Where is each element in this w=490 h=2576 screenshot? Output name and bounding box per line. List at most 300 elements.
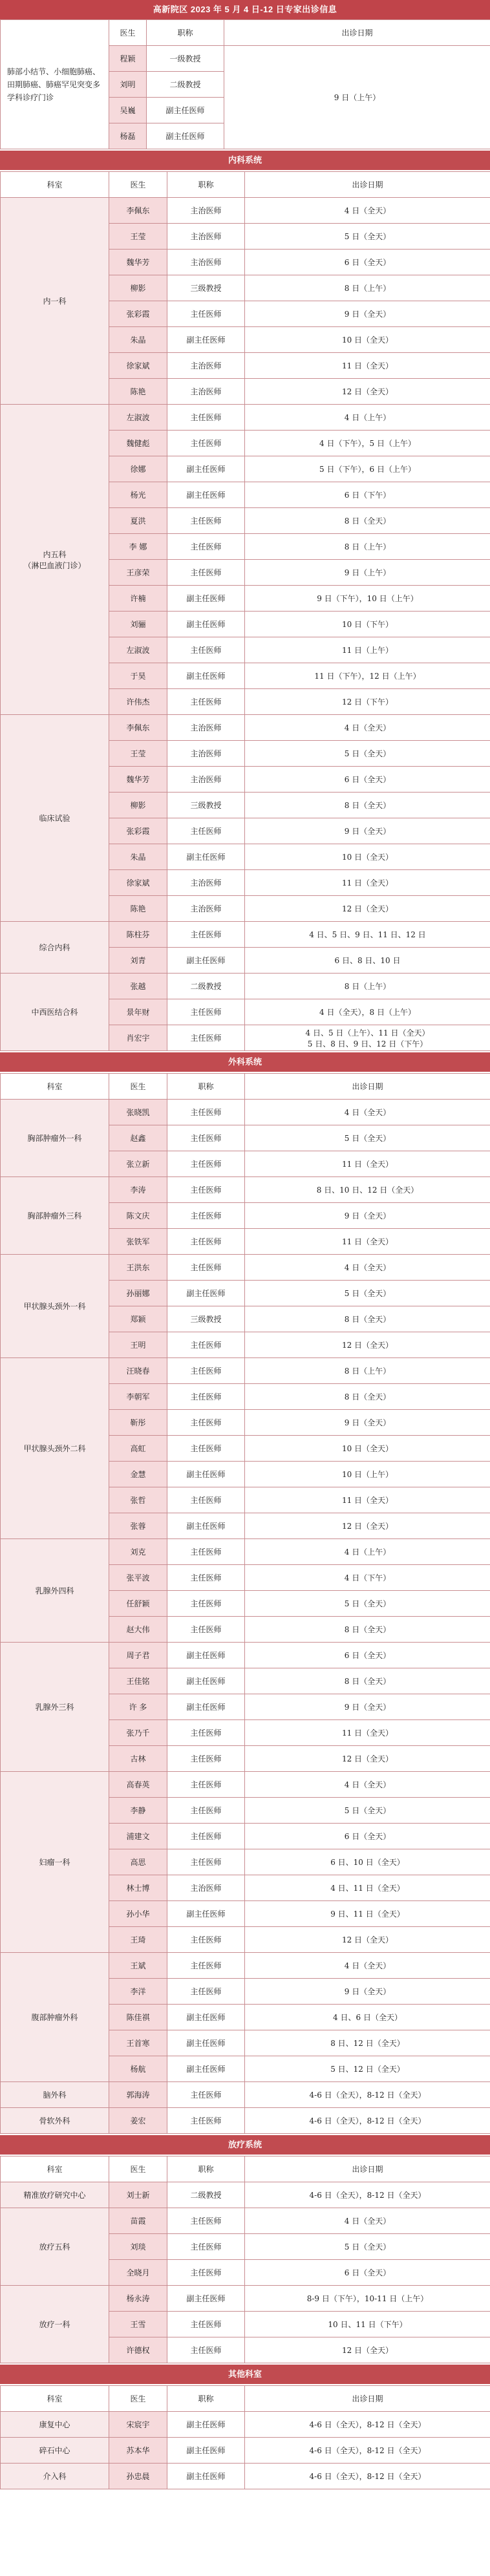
doctor-cell: 张蓉 bbox=[109, 1513, 167, 1539]
table-row bbox=[1, 405, 490, 431]
date-cell: 4-6 日（全天），8-12 日（全天） bbox=[245, 2108, 490, 2134]
table-row bbox=[1, 1100, 490, 1125]
doctor-cell: 许 多 bbox=[109, 1694, 167, 1720]
rank-cell: 主任医师 bbox=[167, 1849, 245, 1875]
table-row bbox=[1, 1953, 490, 1979]
date-cell: 8 日（上午） bbox=[245, 1358, 490, 1384]
rank-cell: 主任医师 bbox=[167, 2337, 245, 2363]
header-date: 出诊日期 bbox=[245, 1074, 490, 1100]
rank-cell: 主治医师 bbox=[167, 379, 245, 405]
header-row bbox=[1, 1074, 490, 1100]
rank-cell: 主任医师 bbox=[167, 431, 245, 456]
rank-cell: 主任医师 bbox=[167, 2108, 245, 2134]
date-cell: 4 日（下午），5 日（上午） bbox=[245, 431, 490, 456]
header-date: 出诊日期 bbox=[245, 2386, 490, 2412]
date-cell: 4 日（全天） bbox=[245, 1100, 490, 1125]
doctor-cell: 杨磊 bbox=[109, 123, 147, 149]
rank-cell: 副主任医师 bbox=[167, 2438, 245, 2464]
rank-cell: 主任医师 bbox=[167, 922, 245, 948]
doctor-cell: 王佳铭 bbox=[109, 1668, 167, 1694]
rank-cell: 主任医师 bbox=[167, 1565, 245, 1591]
date-cell: 6 日、8 日、10 日 bbox=[245, 948, 490, 974]
rank-cell: 副主任医师 bbox=[167, 2412, 245, 2438]
rank-cell: 主任医师 bbox=[167, 2208, 245, 2234]
rank-cell: 三级教授 bbox=[167, 793, 245, 818]
doctor-cell: 徐娜 bbox=[109, 456, 167, 482]
doctor-cell: 张铁军 bbox=[109, 1229, 167, 1255]
doctor-cell: 于昊 bbox=[109, 663, 167, 689]
table-row bbox=[1, 2208, 490, 2234]
doctor-cell: 朱晶 bbox=[109, 327, 167, 353]
doctor-cell: 苗霞 bbox=[109, 2208, 167, 2234]
table-row bbox=[1, 1772, 490, 1798]
doctor-cell: 刘士新 bbox=[109, 2182, 167, 2208]
doctor-cell: 徐家斌 bbox=[109, 353, 167, 379]
header-dept: 科室 bbox=[1, 172, 109, 198]
rank-cell: 主任医师 bbox=[167, 637, 245, 663]
date-cell: 10 日（全天） bbox=[245, 327, 490, 353]
dept-cell: 康复中心 bbox=[1, 2412, 109, 2438]
section-header: 外科系统 bbox=[0, 1052, 490, 1072]
doctor-cell: 李朝军 bbox=[109, 1384, 167, 1410]
rank-cell: 主任医师 bbox=[167, 1025, 245, 1051]
dept-cell: 脑外科 bbox=[1, 2082, 109, 2108]
doctor-cell: 赵鑫 bbox=[109, 1125, 167, 1151]
table-row bbox=[1, 198, 490, 224]
rank-cell: 主任医师 bbox=[167, 1927, 245, 1953]
date-cell: 5 日（全天） bbox=[245, 2234, 490, 2260]
rank-cell: 主治医师 bbox=[167, 741, 245, 767]
date-cell: 12 日（全天） bbox=[245, 896, 490, 922]
header-rank: 职称 bbox=[167, 1074, 245, 1100]
header-row bbox=[1, 172, 490, 198]
date-cell: 10 日（全天） bbox=[245, 844, 490, 870]
date-cell: 11 日（全天） bbox=[245, 1720, 490, 1746]
doctor-cell: 刘青 bbox=[109, 948, 167, 974]
doctor-cell: 张平波 bbox=[109, 1565, 167, 1591]
date-cell: 8 日（全天） bbox=[245, 793, 490, 818]
section-header: 放疗系统 bbox=[0, 2135, 490, 2155]
rank-cell: 主任医师 bbox=[167, 560, 245, 586]
date-cell: 11 日（全天） bbox=[245, 353, 490, 379]
date-cell: 4-6 日（全天），8-12 日（全天） bbox=[245, 2438, 490, 2464]
doctor-cell: 高思 bbox=[109, 1849, 167, 1875]
doctor-cell: 汪晓春 bbox=[109, 1358, 167, 1384]
doctor-cell: 高虹 bbox=[109, 1436, 167, 1462]
rank-cell: 主任医师 bbox=[167, 301, 245, 327]
rank-cell: 主任医师 bbox=[167, 999, 245, 1025]
date-cell: 9 日（全天） bbox=[245, 1203, 490, 1229]
doctor-cell: 苏本华 bbox=[109, 2438, 167, 2464]
rank-cell: 副主任医师 bbox=[167, 2464, 245, 2489]
date-cell: 6 日（全天） bbox=[245, 1824, 490, 1849]
date-cell: 6 日、10 日（全天） bbox=[245, 1849, 490, 1875]
doctor-cell: 浦建文 bbox=[109, 1824, 167, 1849]
date-cell: 6 日（全天） bbox=[245, 2260, 490, 2286]
table-row bbox=[1, 2082, 490, 2108]
doctor-cell: 金慧 bbox=[109, 1462, 167, 1487]
rank-cell: 副主任医师 bbox=[167, 1643, 245, 1668]
header-doctor: 医生 bbox=[109, 2386, 167, 2412]
date-cell: 4-6 日（全天），8-12 日（全天） bbox=[245, 2464, 490, 2489]
header-row bbox=[1, 2386, 490, 2412]
header-rank: 职称 bbox=[167, 172, 245, 198]
date-cell: 5 日（全天） bbox=[245, 1125, 490, 1151]
rank-cell: 副主任医师 bbox=[167, 663, 245, 689]
date-cell: 10 日（下午） bbox=[245, 612, 490, 637]
date-cell: 8 日、10 日、12 日（全天） bbox=[245, 1177, 490, 1203]
dept-cell: 精准放疗研究中心 bbox=[1, 2182, 109, 2208]
rank-cell: 主任医师 bbox=[167, 2260, 245, 2286]
doctor-cell: 王莹 bbox=[109, 224, 167, 250]
doctor-cell: 许德权 bbox=[109, 2337, 167, 2363]
section-header: 其他科室 bbox=[0, 2365, 490, 2384]
doctor-cell: 高春英 bbox=[109, 1772, 167, 1798]
rank-cell: 主任医师 bbox=[167, 1229, 245, 1255]
table-row bbox=[1, 2464, 490, 2489]
date-cell: 5 日（全天） bbox=[245, 224, 490, 250]
doctor-cell: 王莹 bbox=[109, 741, 167, 767]
rank-cell: 主任医师 bbox=[167, 1979, 245, 2005]
rank-cell: 副主任医师 bbox=[167, 1901, 245, 1927]
rank-cell: 主任医师 bbox=[167, 508, 245, 534]
doctor-cell: 王彦荣 bbox=[109, 560, 167, 586]
doctor-cell: 左淑波 bbox=[109, 637, 167, 663]
rank-cell: 主治医师 bbox=[167, 1875, 245, 1901]
table-row bbox=[1, 2438, 490, 2464]
table-row bbox=[1, 1255, 490, 1281]
rank-cell: 副主任医师 bbox=[167, 612, 245, 637]
date-cell: 4 日（上午） bbox=[245, 1539, 490, 1565]
doctor-cell: 李静 bbox=[109, 1798, 167, 1824]
top-description: 肺部小结节、小细胞肺癌、田期肺癌、肺癌罕见突变多学科诊疗门诊 bbox=[1, 20, 109, 149]
rank-cell: 主治医师 bbox=[167, 224, 245, 250]
header-rank: 职称 bbox=[167, 2156, 245, 2182]
date-cell: 4-6 日（全天），8-12 日（全天） bbox=[245, 2412, 490, 2438]
date-cell: 11 日（全天） bbox=[245, 1487, 490, 1513]
doctor-cell: 魏华芳 bbox=[109, 767, 167, 793]
schedule-table bbox=[0, 1073, 490, 2134]
doctor-cell: 魏华芳 bbox=[109, 250, 167, 275]
doctor-cell: 郑颖 bbox=[109, 1306, 167, 1332]
rank-cell: 主治医师 bbox=[167, 353, 245, 379]
dept-cell: 腹部肿瘤外科 bbox=[1, 1953, 109, 2082]
date-cell: 8-9 日（下午），10-11 日（上午） bbox=[245, 2286, 490, 2312]
doctor-cell: 李佩东 bbox=[109, 715, 167, 741]
date-cell: 12 日（全天） bbox=[245, 1513, 490, 1539]
date-cell: 8 日（全天） bbox=[245, 1306, 490, 1332]
doctor-cell: 王洪东 bbox=[109, 1255, 167, 1281]
header-doctor: 医生 bbox=[109, 2156, 167, 2182]
table-row bbox=[1, 2286, 490, 2312]
dept-cell: 介入科 bbox=[1, 2464, 109, 2489]
date-cell: 9 日（全天） bbox=[245, 1694, 490, 1720]
header-doctor: 医生 bbox=[109, 20, 147, 46]
date-cell: 5 日（全天） bbox=[245, 1591, 490, 1617]
doctor-cell: 张越 bbox=[109, 974, 167, 999]
dept-cell: 甲状腺头颈外二科 bbox=[1, 1358, 109, 1539]
dept-cell: 内五科 （淋巴血液门诊） bbox=[1, 405, 109, 715]
rank-cell: 主任医师 bbox=[167, 1824, 245, 1849]
rank-cell: 副主任医师 bbox=[167, 1694, 245, 1720]
doctor-cell: 靳彤 bbox=[109, 1410, 167, 1436]
doctor-cell: 刘克 bbox=[109, 1539, 167, 1565]
date-cell: 11 日（上午） bbox=[245, 637, 490, 663]
doctor-cell: 夏洪 bbox=[109, 508, 167, 534]
table-row bbox=[1, 1539, 490, 1565]
doctor-cell: 郭海涛 bbox=[109, 2082, 167, 2108]
dept-cell: 中西医结合科 bbox=[1, 974, 109, 1051]
rank-cell: 主任医师 bbox=[167, 1151, 245, 1177]
date-cell: 4-6 日（全天），8-12 日（全天） bbox=[245, 2182, 490, 2208]
date-cell: 11 日（全天） bbox=[245, 1151, 490, 1177]
date-cell: 8 日、12 日（全天） bbox=[245, 2030, 490, 2056]
doctor-cell: 李洋 bbox=[109, 1979, 167, 2005]
rank-cell: 主治医师 bbox=[167, 896, 245, 922]
rank-cell: 主任医师 bbox=[167, 1772, 245, 1798]
rank-cell: 主任医师 bbox=[167, 1617, 245, 1643]
rank-cell: 副主任医师 bbox=[167, 586, 245, 612]
top-table bbox=[0, 19, 490, 149]
date-cell: 5 日（全天） bbox=[245, 1281, 490, 1306]
date-cell: 4 日（上午） bbox=[245, 405, 490, 431]
rank-cell: 一级教授 bbox=[147, 46, 224, 72]
doctor-cell: 张立新 bbox=[109, 1151, 167, 1177]
dept-cell: 碎石中心 bbox=[1, 2438, 109, 2464]
doctor-cell: 张彩霞 bbox=[109, 818, 167, 844]
date-cell: 4 日、11 日（全天） bbox=[245, 1875, 490, 1901]
rank-cell: 副主任医师 bbox=[167, 2030, 245, 2056]
date-cell: 4 日、5 日、9 日、11 日、12 日 bbox=[245, 922, 490, 948]
dept-cell: 内一科 bbox=[1, 198, 109, 405]
table-row bbox=[1, 1358, 490, 1384]
rank-cell: 主任医师 bbox=[167, 1203, 245, 1229]
doctor-cell: 赵大伟 bbox=[109, 1617, 167, 1643]
rank-cell: 副主任医师 bbox=[167, 1281, 245, 1306]
rank-cell: 副主任医师 bbox=[167, 482, 245, 508]
doctor-cell: 杨永涛 bbox=[109, 2286, 167, 2312]
date-cell: 4 日（下午） bbox=[245, 1565, 490, 1591]
doctor-cell: 张晓凯 bbox=[109, 1100, 167, 1125]
date-cell: 8 日（上午） bbox=[245, 275, 490, 301]
date-cell: 9 日（全天） bbox=[245, 1410, 490, 1436]
header-date: 出诊日期 bbox=[245, 172, 490, 198]
date-cell: 8 日（全天） bbox=[245, 1617, 490, 1643]
header-dept: 科室 bbox=[1, 2156, 109, 2182]
doctor-cell: 左淑波 bbox=[109, 405, 167, 431]
date-cell: 9 日（全天） bbox=[245, 818, 490, 844]
doctor-cell: 宋宸宇 bbox=[109, 2412, 167, 2438]
table-row bbox=[1, 974, 490, 999]
doctor-cell: 王雪 bbox=[109, 2312, 167, 2337]
header-row bbox=[1, 2156, 490, 2182]
date-cell: 8 日（上午） bbox=[245, 534, 490, 560]
table-row bbox=[1, 1643, 490, 1668]
date-cell: 12 日（全天） bbox=[245, 379, 490, 405]
header-date: 出诊日期 bbox=[224, 20, 490, 46]
date-cell: 5 日（全天） bbox=[245, 1798, 490, 1824]
date-cell: 9 日（下午），10 日（上午） bbox=[245, 586, 490, 612]
date-cell: 8 日（全天） bbox=[245, 1668, 490, 1694]
dept-cell: 临床试验 bbox=[1, 715, 109, 922]
rank-cell: 副主任医师 bbox=[147, 98, 224, 123]
top-header-row bbox=[1, 20, 490, 46]
date-cell: 12 日（下午） bbox=[245, 689, 490, 715]
date-cell: 9 日（上午） bbox=[245, 560, 490, 586]
date-cell: 5 日（全天） bbox=[245, 741, 490, 767]
date-cell: 4 日（全天） bbox=[245, 715, 490, 741]
page-title: 高新院区 2023 年 5 月 4 日-12 日专家出诊信息 bbox=[0, 0, 490, 19]
rank-cell: 主任医师 bbox=[167, 1255, 245, 1281]
date-cell: 4 日、5 日（上午）、11 日（全天） 5 日、8 日、9 日、12 日（下午） bbox=[245, 1025, 490, 1051]
table-row bbox=[1, 2182, 490, 2208]
rank-cell: 主任医师 bbox=[167, 1358, 245, 1384]
doctor-cell: 姜宏 bbox=[109, 2108, 167, 2134]
doctor-cell: 程颖 bbox=[109, 46, 147, 72]
date-cell: 6 日（下午） bbox=[245, 482, 490, 508]
date-cell: 12 日（全天） bbox=[245, 1332, 490, 1358]
date-cell: 4 日（全天），8 日（上午） bbox=[245, 999, 490, 1025]
rank-cell: 主治医师 bbox=[167, 250, 245, 275]
date-cell: 4 日、6 日（全天） bbox=[245, 2005, 490, 2030]
date-cell: 8 日（全天） bbox=[245, 508, 490, 534]
rank-cell: 副主任医师 bbox=[167, 948, 245, 974]
rank-cell: 主任医师 bbox=[167, 689, 245, 715]
rank-cell: 副主任医师 bbox=[167, 844, 245, 870]
date-cell: 4 日（全天） bbox=[245, 1255, 490, 1281]
date-cell: 8 日（全天） bbox=[245, 1384, 490, 1410]
doctor-cell: 吴巍 bbox=[109, 98, 147, 123]
date-cell: 11 日（下午），12 日（上午） bbox=[245, 663, 490, 689]
rank-cell: 副主任医师 bbox=[167, 1513, 245, 1539]
header-doctor: 医生 bbox=[109, 1074, 167, 1100]
sections-container bbox=[0, 151, 490, 2489]
rank-cell: 主任医师 bbox=[167, 1436, 245, 1462]
doctor-cell: 古林 bbox=[109, 1746, 167, 1772]
rank-cell: 主任医师 bbox=[167, 2234, 245, 2260]
rank-cell: 主任医师 bbox=[167, 1953, 245, 1979]
table-row bbox=[1, 715, 490, 741]
rank-cell: 副主任医师 bbox=[147, 123, 224, 149]
rank-cell: 二级教授 bbox=[167, 2182, 245, 2208]
header-dept: 科室 bbox=[1, 1074, 109, 1100]
table-row bbox=[1, 1177, 490, 1203]
rank-cell: 主任医师 bbox=[167, 1487, 245, 1513]
rank-cell: 主任医师 bbox=[167, 2312, 245, 2337]
rank-cell: 主任医师 bbox=[167, 534, 245, 560]
date-cell: 10 日（全天） bbox=[245, 1436, 490, 1462]
rank-cell: 三级教授 bbox=[167, 275, 245, 301]
doctor-cell: 王斌 bbox=[109, 1953, 167, 1979]
date-cell: 5 日（下午），6 日（上午） bbox=[245, 456, 490, 482]
rank-cell: 主任医师 bbox=[167, 1746, 245, 1772]
date-cell: 4 日（全天） bbox=[245, 198, 490, 224]
date-cell: 12 日（全天） bbox=[245, 2337, 490, 2363]
rank-cell: 三级教授 bbox=[167, 1306, 245, 1332]
rank-cell: 副主任医师 bbox=[167, 327, 245, 353]
doctor-cell: 周子君 bbox=[109, 1643, 167, 1668]
rank-cell: 主治医师 bbox=[167, 870, 245, 896]
rank-cell: 主任医师 bbox=[167, 1177, 245, 1203]
doctor-cell: 任舒颖 bbox=[109, 1591, 167, 1617]
doctor-cell: 陈文庆 bbox=[109, 1203, 167, 1229]
doctor-cell: 王琦 bbox=[109, 1927, 167, 1953]
doctor-cell: 陈艳 bbox=[109, 379, 167, 405]
doctor-cell: 刘明 bbox=[109, 72, 147, 98]
doctor-cell: 杨航 bbox=[109, 2056, 167, 2082]
doctor-cell: 柳影 bbox=[109, 275, 167, 301]
header-doctor: 医生 bbox=[109, 172, 167, 198]
date-cell: 9 日（全天） bbox=[245, 301, 490, 327]
dept-cell: 甲状腺头颈外一科 bbox=[1, 1255, 109, 1358]
date-cell: 12 日（全天） bbox=[245, 1927, 490, 1953]
rank-cell: 主任医师 bbox=[167, 1125, 245, 1151]
dept-cell: 胸部肿瘤外三科 bbox=[1, 1177, 109, 1255]
doctor-cell: 张乃千 bbox=[109, 1720, 167, 1746]
header-rank: 职称 bbox=[167, 2386, 245, 2412]
date-cell: 4 日（全天） bbox=[245, 2208, 490, 2234]
date-cell: 6 日（全天） bbox=[245, 767, 490, 793]
rank-cell: 副主任医师 bbox=[167, 2056, 245, 2082]
rank-cell: 主治医师 bbox=[167, 198, 245, 224]
doctor-cell: 陈佳祺 bbox=[109, 2005, 167, 2030]
schedule-table bbox=[0, 2385, 490, 2489]
rank-cell: 副主任医师 bbox=[167, 456, 245, 482]
doctor-cell: 杨光 bbox=[109, 482, 167, 508]
rank-cell: 副主任医师 bbox=[167, 2005, 245, 2030]
doctor-cell: 张哲 bbox=[109, 1487, 167, 1513]
doctor-cell: 张彩霞 bbox=[109, 301, 167, 327]
rank-cell: 副主任医师 bbox=[167, 1668, 245, 1694]
rank-cell: 副主任医师 bbox=[167, 2286, 245, 2312]
rank-cell: 主任医师 bbox=[167, 2082, 245, 2108]
date-cell: 6 日（全天） bbox=[245, 250, 490, 275]
table-row bbox=[1, 922, 490, 948]
rank-cell: 主任医师 bbox=[167, 818, 245, 844]
rank-cell: 主任医师 bbox=[167, 1720, 245, 1746]
doctor-cell: 魏健彪 bbox=[109, 431, 167, 456]
doctor-cell: 李 娜 bbox=[109, 534, 167, 560]
table-row bbox=[1, 2412, 490, 2438]
section-header: 内科系统 bbox=[0, 151, 490, 170]
date-cell: 4-6 日（全天），8-12 日（全天） bbox=[245, 2082, 490, 2108]
doctor-cell: 林士博 bbox=[109, 1875, 167, 1901]
date-cell: 4 日（全天） bbox=[245, 1953, 490, 1979]
rank-cell: 主任医师 bbox=[167, 1384, 245, 1410]
rank-cell: 主任医师 bbox=[167, 1100, 245, 1125]
dept-cell: 放疗五科 bbox=[1, 2208, 109, 2286]
date-cell: 10 日（上午） bbox=[245, 1462, 490, 1487]
doctor-cell: 陈艳 bbox=[109, 896, 167, 922]
table-row bbox=[1, 2108, 490, 2134]
doctor-cell: 徐家斌 bbox=[109, 870, 167, 896]
dept-cell: 综合内科 bbox=[1, 922, 109, 974]
header-rank: 职称 bbox=[147, 20, 224, 46]
doctor-cell: 王明 bbox=[109, 1332, 167, 1358]
header-dept: 科室 bbox=[1, 2386, 109, 2412]
header-date: 出诊日期 bbox=[245, 2156, 490, 2182]
date-cell: 11 日（全天） bbox=[245, 870, 490, 896]
dept-cell: 乳腺外四科 bbox=[1, 1539, 109, 1643]
dept-cell: 胸部肿瘤外一科 bbox=[1, 1100, 109, 1177]
date-cell: 8 日（上午） bbox=[245, 974, 490, 999]
rank-cell: 主任医师 bbox=[167, 405, 245, 431]
rank-cell: 主任医师 bbox=[167, 1591, 245, 1617]
date-cell: 10 日、11 日（下午） bbox=[245, 2312, 490, 2337]
doctor-cell: 刘琰 bbox=[109, 2234, 167, 2260]
date-cell: 5 日、12 日（全天） bbox=[245, 2056, 490, 2082]
rank-cell: 主治医师 bbox=[167, 767, 245, 793]
